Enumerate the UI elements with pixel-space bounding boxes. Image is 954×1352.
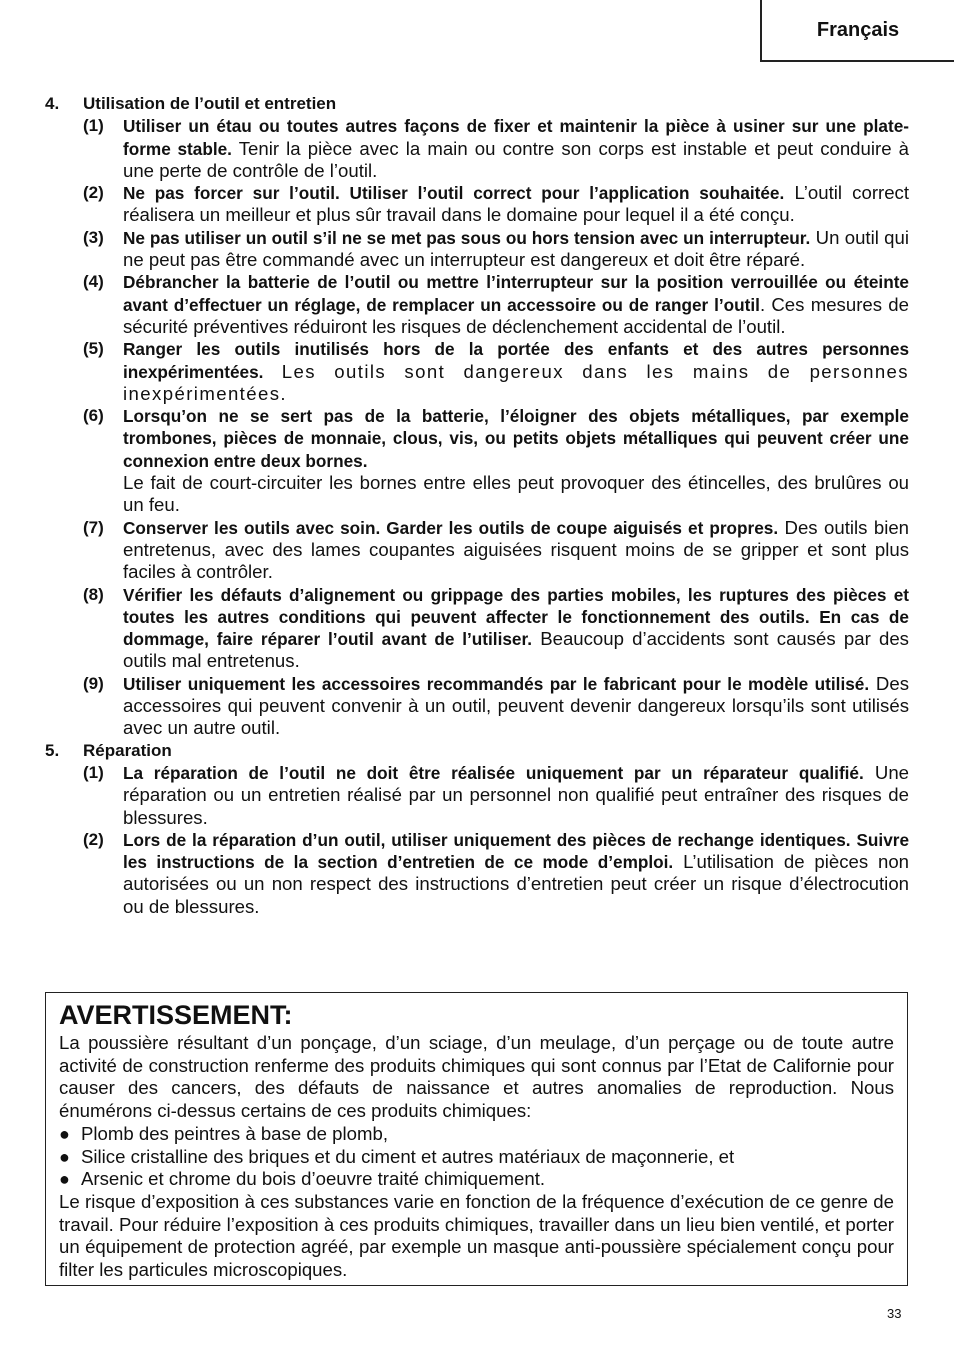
- item-bold-text: Utiliser un étau ou toutes autres façons de fixer et maintenir la pièce à usiner sur une plate-forme stable.: [123, 116, 909, 159]
- list-item: [83, 673, 909, 740]
- instructions-content: [45, 93, 909, 918]
- section-number: 5.: [45, 740, 60, 760]
- item-continuation-text: Le fait de court-circuiter les bornes entre elles peut provoquer des étincelles, des brulûres ou un feu.: [123, 472, 909, 516]
- warning-intro: La poussière résultant d’un ponçage, d’un sciage, d’un meulage, d’un perçage ou de toute autre activité de construction renferme des produits chimiques qui sont connus par l’Etat de Californie pour causer des cancers, des défauts de naissance et autres anomalies de reproduction. Nous énumérons ci-dessus certains de ces produits chimiques:: [59, 1032, 894, 1122]
- language-tab: [760, 0, 954, 62]
- item-bold-text: Débrancher la batterie de l’outil ou mettre l’interrupteur sur la position verrouillée ou éteinte avant d’effectuer un réglage, de remplacer un accessoire ou de ranger l’outil: [123, 272, 909, 315]
- item-number: (1): [83, 116, 104, 136]
- item-body-text: L’outil correct réalisera un meilleur et plus sûr travail dans le domaine pour lequel il a été conçu.: [123, 182, 910, 226]
- list-item: [83, 271, 909, 338]
- item-body-text: Beaucoup d’accidents sont causés par des outils mal entretenus.: [123, 628, 909, 672]
- warning-title: AVERTISSEMENT:: [59, 1000, 293, 1030]
- item-text: [123, 584, 909, 673]
- section-number: 4.: [45, 94, 60, 113]
- item-body-text: Les outils sont dangereux dans les mains de personnes inexpérimentées.: [123, 360, 909, 404]
- item-number: (1): [83, 762, 104, 782]
- item-body-text: Tenir la pièce avec la main ou contre son corps est instable et peut conduire à une perte de contrôle de l’outil.: [123, 137, 910, 181]
- item-bold-text: Lorsqu’on ne se sert pas de la batterie, l’éloigner des objets métalliques, par exemple trombones, pièces de monnaie, clous, vis, ou petits objets métalliques qui peuvent créer une connexion entre deux bornes.: [123, 406, 909, 471]
- bullet-icon: ●: [59, 1123, 70, 1144]
- item-text: [123, 271, 909, 338]
- item-text: [123, 762, 909, 829]
- list-item: [83, 762, 909, 829]
- item-text: [123, 115, 909, 182]
- item-bold-text: Ranger les outils inutilisés hors de la portée des enfants et des autres personnes inexpérimentées.: [123, 339, 909, 382]
- item-bold-text: Lors de la réparation d’un outil, utiliser uniquement des pièces de rechange identiques. Suivre les instructions de la section d’entretien de ce mode d’emploi.: [123, 829, 909, 873]
- item-number: (9): [83, 673, 104, 693]
- list-item: [83, 227, 909, 272]
- item-body-text: Une réparation ou un entretien réalisé par un personnel non qualifié peut entraîner des risques de blessures.: [123, 761, 909, 828]
- item-text: [123, 405, 909, 516]
- list-item: [83, 338, 909, 405]
- item-bold-text: Ne pas utiliser un outil s’il ne se met pas sous ou hors tension avec un interrupteur.: [123, 227, 811, 248]
- list-item: [83, 405, 909, 516]
- item-text: [123, 673, 909, 740]
- item-body-text: L’utilisation de pièces non autorisées ou un non respect des instructions d’entretien peut créer un risque d’électrocution ou de blessures.: [123, 851, 910, 917]
- item-number: (8): [83, 584, 104, 604]
- warning-outro: Le risque d’exposition à ces substances varie en fonction de la fréquence d’exécution de ce genre de travail. Pour réduire l’exposition à ces produits chimiques, travailler dans un lieu bien ventilé, et porter un équipement de protection agréé, par exemple un masque anti-poussière spécialement conçu pour filter les particules microscopiques.: [59, 1190, 894, 1281]
- item-body-text: . Ces mesures de sécurité préventives réduiront les risques de déclenchement accidental de l’outil.: [123, 293, 909, 337]
- bullet-icon: ●: [59, 1169, 70, 1190]
- list-item: [83, 182, 909, 227]
- list-item: [83, 517, 909, 584]
- section-title: Réparation: [83, 740, 172, 760]
- list-item: [83, 584, 909, 673]
- item-number: (5): [83, 339, 104, 359]
- page-number: 33: [887, 1306, 902, 1321]
- list-item: [83, 829, 909, 918]
- section-heading: [45, 93, 909, 115]
- item-text: [123, 182, 909, 227]
- list-item: [83, 115, 909, 182]
- item-number: (2): [83, 829, 104, 849]
- bullet-icon: ●: [59, 1146, 70, 1167]
- item-bold-text: Vérifier les défauts d’alignement ou grippage des parties mobiles, les ruptures des pièces et toutes les autres conditions qui peuvent affecter le fonctionnement des outils. En cas de dommage, faire réparer l’outil avant de l’utiliser.: [123, 584, 909, 650]
- item-number: (4): [83, 272, 104, 292]
- warning-bullet-item: [59, 1123, 894, 1146]
- item-text: [123, 517, 909, 584]
- item-body-text: Un outil qui ne peut pas être commandé avec un interrupteur est dangereux et doit être réparé.: [123, 226, 909, 271]
- item-number: (6): [83, 406, 104, 426]
- item-text: [123, 227, 909, 272]
- language-label: Français: [816, 18, 900, 41]
- item-bold-text: Ne pas forcer sur l’outil. Utiliser l’outil correct pour l’application souhaitée.: [123, 183, 785, 204]
- item-text: [123, 338, 909, 405]
- section-heading: [45, 740, 909, 762]
- warning-bullet-item: [59, 1168, 894, 1191]
- warning-bullet-item: [59, 1146, 894, 1169]
- item-number: (2): [83, 183, 104, 203]
- bullet-text: Arsenic et chrome du bois d’oeuvre traité chimiquement.: [81, 1168, 546, 1190]
- bullet-text: Plomb des peintres à base de plomb,: [81, 1122, 388, 1144]
- item-number: (3): [83, 227, 104, 247]
- section-title: Utilisation de l’outil et entretien: [83, 94, 337, 113]
- item-bold-text: Utiliser uniquement les accessoires recommandés par le fabricant pour le modèle utilisé.: [123, 673, 870, 694]
- item-body-text: Des outils bien entretenus, avec des lames coupantes aiguisées risquent moins de se gripper et sont plus faciles à contrôler.: [123, 516, 910, 583]
- warning-box: [45, 992, 908, 1286]
- bullet-text: Silice cristalline des briques et du ciment et autres matériaux de maçonnerie, et: [81, 1145, 735, 1167]
- item-bold-text: Conserver les outils avec soin. Garder les outils de coupe aiguisés et propres.: [123, 517, 779, 538]
- item-body-text: Des accessoires qui peuvent convenir à un outil, peuvent devenir dangereux lorsqu’ils sont utilisés avec un autre outil.: [123, 672, 909, 739]
- item-text: [123, 829, 909, 918]
- item-number: (7): [83, 517, 104, 537]
- item-bold-text: La réparation de l’outil ne doit être réalisée uniquement par un réparateur qualifié.: [123, 762, 864, 783]
